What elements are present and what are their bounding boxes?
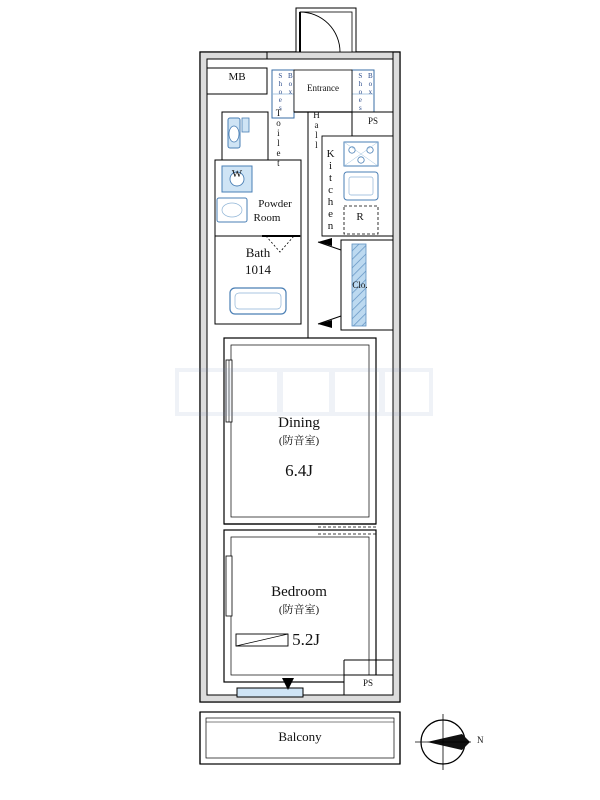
room-label-toilet: Toilet — [273, 108, 284, 168]
room-label-powder-room-line1: Powder — [258, 198, 292, 210]
room-label-washer: W — [231, 168, 243, 180]
room-label-bedroom: Bedroom — [271, 584, 327, 600]
room-label-ps-top: PS — [367, 116, 379, 126]
room-label-dining-area: 6.4J — [285, 461, 313, 480]
toilet-room — [222, 112, 268, 164]
room-label-closet: Clo. — [352, 280, 368, 290]
room-label-entrance: Entrance — [307, 83, 339, 93]
room-label-shoes-box-right-line2: Box — [366, 72, 375, 96]
room-label-shoes-box-right-line1: Shoes — [356, 72, 365, 112]
room-label-ps-bottom: PS — [362, 678, 374, 688]
room-label-bath-size: 1014 — [245, 262, 271, 277]
room-label-shoes-box-left-line2: Box — [286, 72, 295, 96]
compass-rose — [415, 714, 471, 770]
room-label-kitchen: Kitchen — [324, 148, 337, 232]
room-label-refrigerator: R — [356, 211, 364, 223]
room-label-bedroom-area: 5.2J — [292, 630, 320, 649]
room-label-balcony: Balcony — [278, 729, 322, 744]
room-label-dining: Dining — [278, 415, 320, 431]
room-label-shoes-box-left-line1: Shoes — [276, 72, 285, 112]
room-label-powder-room-line2: Room — [253, 212, 281, 224]
room-label-hall: Hall — [311, 110, 322, 150]
room-label-bedroom-soundproof: (防音室) — [278, 604, 320, 616]
compass-north-label: N — [477, 735, 484, 745]
room-label-bath: Bath — [245, 245, 271, 260]
room-label-dining-soundproof: (防音室) — [278, 435, 320, 447]
room-label-mb: MB — [228, 71, 246, 83]
